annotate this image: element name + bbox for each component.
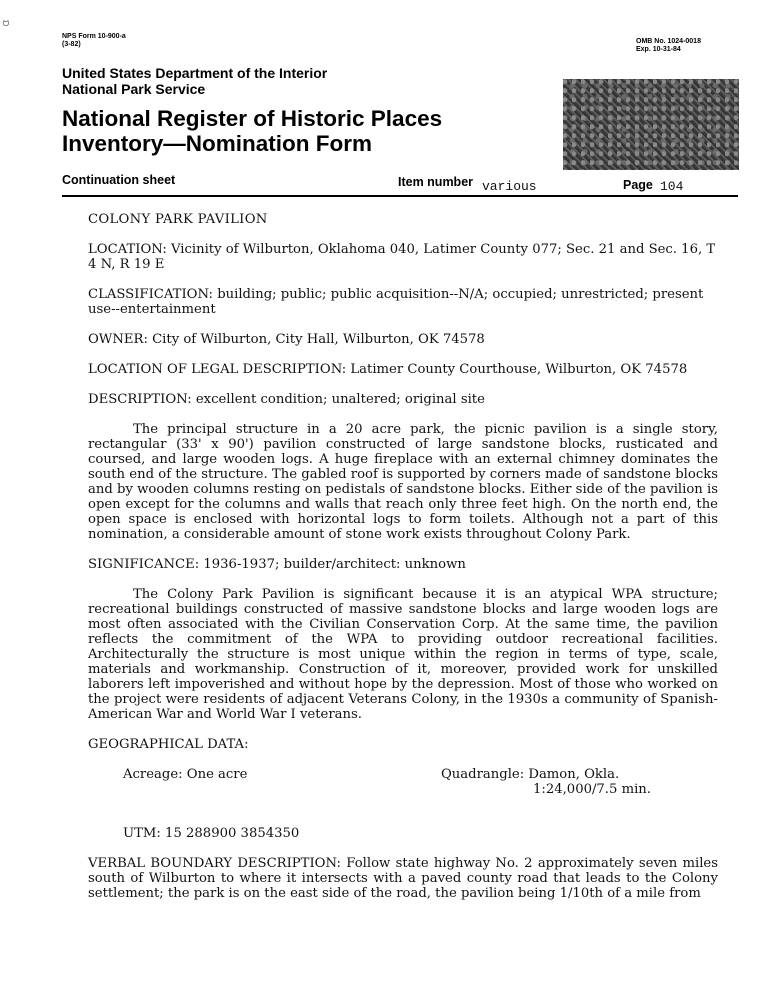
- form-title-line1: National Register of Historic Places: [62, 106, 443, 131]
- header-rule: [62, 195, 738, 197]
- omb-number: OMB No. 1024-0018: [636, 38, 701, 45]
- document-body: [88, 212, 718, 912]
- corner-mark: ဗ: [2, 15, 10, 30]
- service-name: National Park Service: [62, 81, 206, 97]
- item-number-value: various: [482, 179, 537, 194]
- verbal-boundary-paragraph: VERBAL BOUNDARY DESCRIPTION: Follow state highway No. 2 approximately seven miles south of Wilburton to where it intersects with a paved county road that leads to the Colony settlement; the park is on the east side of the road, the pavilion being 1/10th of a mile from: [88, 856, 718, 901]
- acreage-text: Acreage: One acre: [123, 767, 248, 782]
- page-label: Page: [623, 178, 653, 192]
- form-date: (3-82): [62, 41, 81, 48]
- expiration-date: Exp. 10-31-84: [636, 46, 681, 53]
- utm-text: UTM: 15 288900 3854350: [123, 826, 300, 841]
- significance-paragraph: The Colony Park Pavilion is significant because it is an atypical WPA structure; recreational buildings constructed of massive sandstone blocks and large wooden logs are most often associated with the Civilian Conservation Corp. At the same time, the pavilion reflects the commitment of the WPA to providing outdoor recreational facilities. Architecturally the structure is most unique within the region in terms of type, scale, materials and workmanship. Construction of it, moreover, provided work for unskilled laborers left impoverished and without hope by the depression. Most of those who worked on the project were residents of adjacent Veterans Colony, in the 1930s a community of Spanish-American War and World War I veterans.: [88, 587, 718, 722]
- received-stamp-block: [563, 79, 739, 170]
- scale-text: 1:24,000/7.5 min.: [533, 782, 651, 797]
- item-number-label: Item number: [398, 175, 474, 189]
- significance-heading: SIGNIFICANCE: 1936-1937; builder/architect: unknown: [88, 557, 466, 572]
- document-heading: COLONY PARK PAVILION: [88, 212, 268, 227]
- form-title-line2: Inventory—Nomination Form: [62, 131, 373, 156]
- department-name: United States Department of the Interior: [62, 65, 328, 81]
- form-id: NPS Form 10-900-a: [62, 33, 126, 40]
- geographical-data-row: [88, 767, 718, 799]
- owner-line: OWNER: City of Wilburton, City Hall, Wilburton, OK 74578: [88, 332, 485, 347]
- continuation-sheet-label: Continuation sheet: [62, 173, 176, 187]
- classification-line: CLASSIFICATION: building; public; public acquisition--N/A; occupied; unrestricted; present use--entertainment: [88, 287, 704, 317]
- geographical-data-heading: GEOGRAPHICAL DATA:: [88, 737, 249, 752]
- legal-description-line: LOCATION OF LEGAL DESCRIPTION: Latimer County Courthouse, Wilburton, OK 74578: [88, 362, 688, 377]
- description-heading: DESCRIPTION: excellent condition; unaltered; original site: [88, 392, 485, 407]
- quadrangle-text: Quadrangle: Damon, Okla.: [441, 767, 620, 782]
- location-line: LOCATION: Vicinity of Wilburton, Oklahoma 040, Latimer County 077; Sec. 21 and Sec. 16, T 4 N, R 19 E: [88, 242, 716, 272]
- page-number-value: 104: [660, 179, 684, 194]
- description-paragraph: The principal structure in a 20 acre park, the picnic pavilion is a single story, rectangular (33' x 90') pavilion constructed of large sandstone blocks, rusticated and coursed, and large wooden logs. A huge fireplace with an external chimney dominates the south end of the structure. The gabled roof is supported by corners made of sandstone blocks and by wooden columns resting on pedistals of sandstone blocks. Either side of the pavilion is open except for the columns and walls that reach only three feet high. On the north end, the open space is enclosed with horizontal logs to form toilets. Although not a part of this nomination, a considerable amount of stone work exists throughout Colony Park.: [88, 422, 718, 542]
